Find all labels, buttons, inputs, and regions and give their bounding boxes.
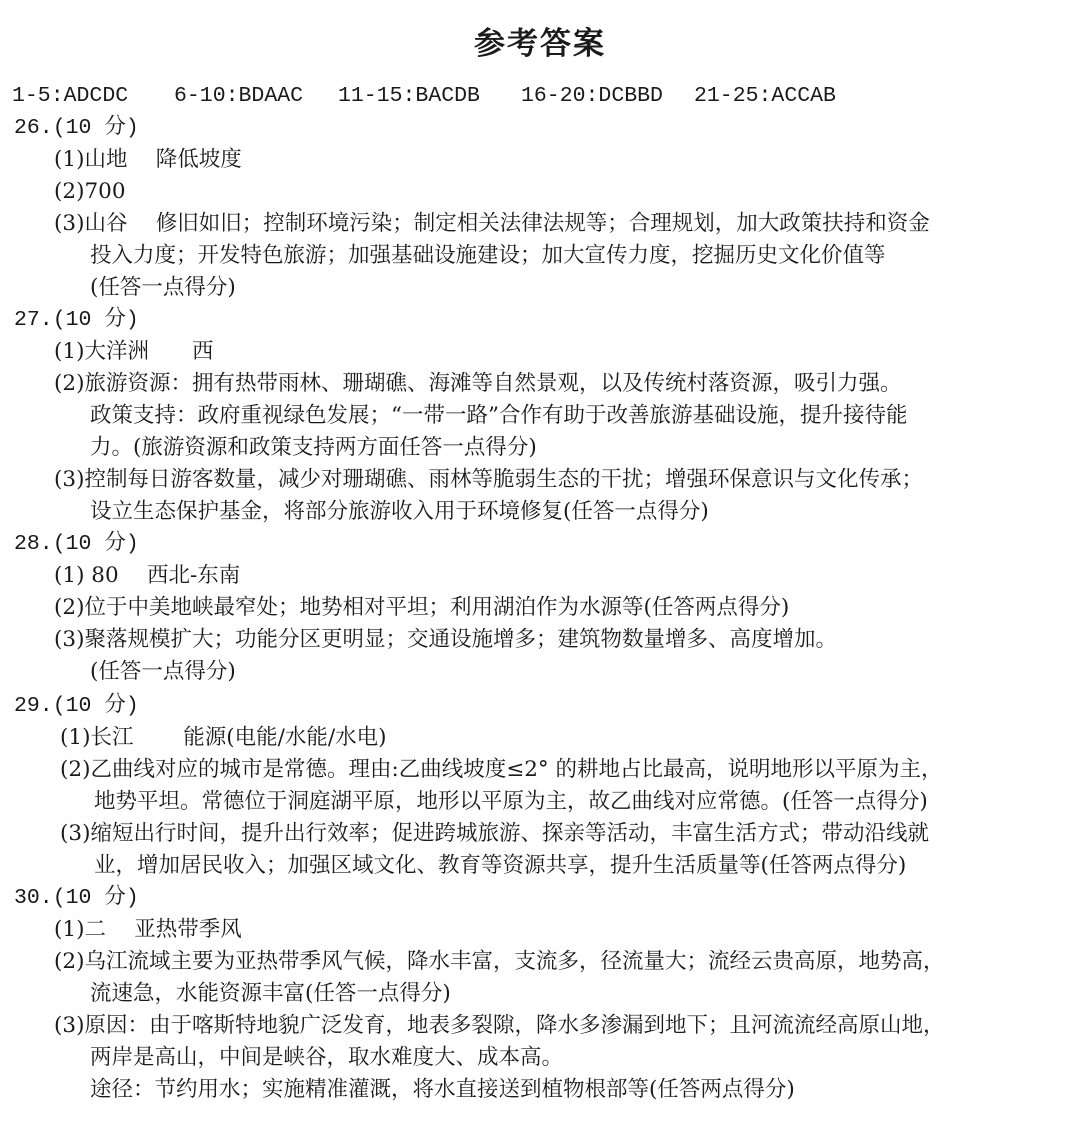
q29-answer-2: (2)乙曲线对应的城市是常德。理由:乙曲线坡度≤2° 的耕地占比最高，说明地形以平原为主，	[60, 757, 943, 782]
q28-answer-1: (1) 80 西北-东南	[54, 563, 241, 588]
mc-answers-16-20: 16-20:DCBBD	[521, 84, 663, 108]
page-title: 参考答案	[474, 26, 606, 62]
q26-answer-3: (3)山谷 修旧如旧；控制环境污染；制定相关法律法规等；合理规划，加大政策扶持和资金	[54, 211, 930, 236]
q28-answer-3-note: (任答一点得分)	[90, 659, 236, 684]
q27-answer-2: (2)旅游资源：拥有热带雨林、珊瑚礁、海滩等自然景观，以及传统村落资源，吸引力强。	[54, 371, 902, 396]
q30-answer-3-cont: 两岸是高山，中间是峡谷，取水难度大、成本高。	[90, 1045, 564, 1070]
q30-header: 30.(10 分)	[14, 886, 139, 910]
q30-answer-1: (1)二 亚热带季风	[54, 917, 242, 942]
q30-answer-3-approach: 途径：节约用水；实施精准灌溉，将水直接送到植物根部等(任答两点得分)	[90, 1077, 795, 1102]
q26-answer-3-cont: 投入力度；开发特色旅游；加强基础设施建设；加大宣传力度，挖掘历史文化价值等	[90, 243, 886, 268]
q29-answer-3-cont: 业，增加居民收入；加强区域文化、教育等资源共享，提升生活质量等(任答两点得分)	[94, 853, 907, 878]
q27-answer-2-note: 力。(旅游资源和政策支持两方面任答一点得分)	[90, 435, 537, 460]
q29-answer-1: (1)长江 能源(电能/水能/水电)	[60, 725, 387, 750]
q27-answer-3-cont: 设立生态保护基金，将部分旅游收入用于环境修复(任答一点得分)	[90, 499, 709, 524]
q27-answer-1: (1)大洋洲 西	[54, 339, 214, 364]
q28-answer-2: (2)位于中美地峡最窄处；地势相对平坦；利用湖泊作为水源等(任答两点得分)	[54, 595, 790, 620]
mc-answers-6-10: 6-10:BDAAC	[174, 84, 304, 108]
q30-answer-2: (2)乌江流域主要为亚热带季风气候，降水丰富，支流多，径流量大；流经云贵高原，地势高，	[54, 949, 945, 974]
q30-answer-2-cont: 流速急，水能资源丰富(任答一点得分)	[90, 981, 451, 1006]
mc-answers-21-25: 21-25:ACCAB	[694, 84, 836, 108]
q29-header: 29.(10 分)	[14, 694, 139, 718]
q27-answer-2-cont: 政策支持：政府重视绿色发展；“一带一路”合作有助于改善旅游基础设施，提升接待能	[90, 403, 908, 428]
q26-answer-3-note: (任答一点得分)	[90, 275, 236, 300]
q29-answer-3: (3)缩短出行时间，提升出行效率；促进跨城旅游、探亲等活动，丰富生活方式；带动沿线就	[60, 821, 929, 846]
q26-answer-2: (2)700	[54, 179, 126, 204]
q27-answer-3: (3)控制每日游客数量，减少对珊瑚礁、雨林等脆弱生态的干扰；增强环保意识与文化传承；	[54, 467, 923, 492]
mc-answers-11-15: 11-15:BACDB	[338, 84, 480, 108]
q29-answer-2-cont: 地势平坦。常德位于洞庭湖平原，地形以平原为主，故乙曲线对应常德。(任答一点得分)	[94, 789, 928, 814]
q27-header: 27.(10 分)	[14, 308, 139, 332]
q28-answer-3: (3)聚落规模扩大；功能分区更明显；交通设施增多；建筑物数量增多、高度增加。	[54, 627, 837, 652]
q26-header: 26.(10 分)	[14, 116, 139, 140]
q26-answer-1: (1)山地 降低坡度	[54, 147, 242, 172]
q28-header: 28.(10 分)	[14, 532, 139, 556]
q30-answer-3: (3)原因：由于喀斯特地貌广泛发育，地表多裂隙，降水多渗漏到地下；且河流流经高原山地，	[54, 1013, 945, 1038]
mc-answers-1-5: 1-5:ADCDC	[12, 84, 129, 108]
